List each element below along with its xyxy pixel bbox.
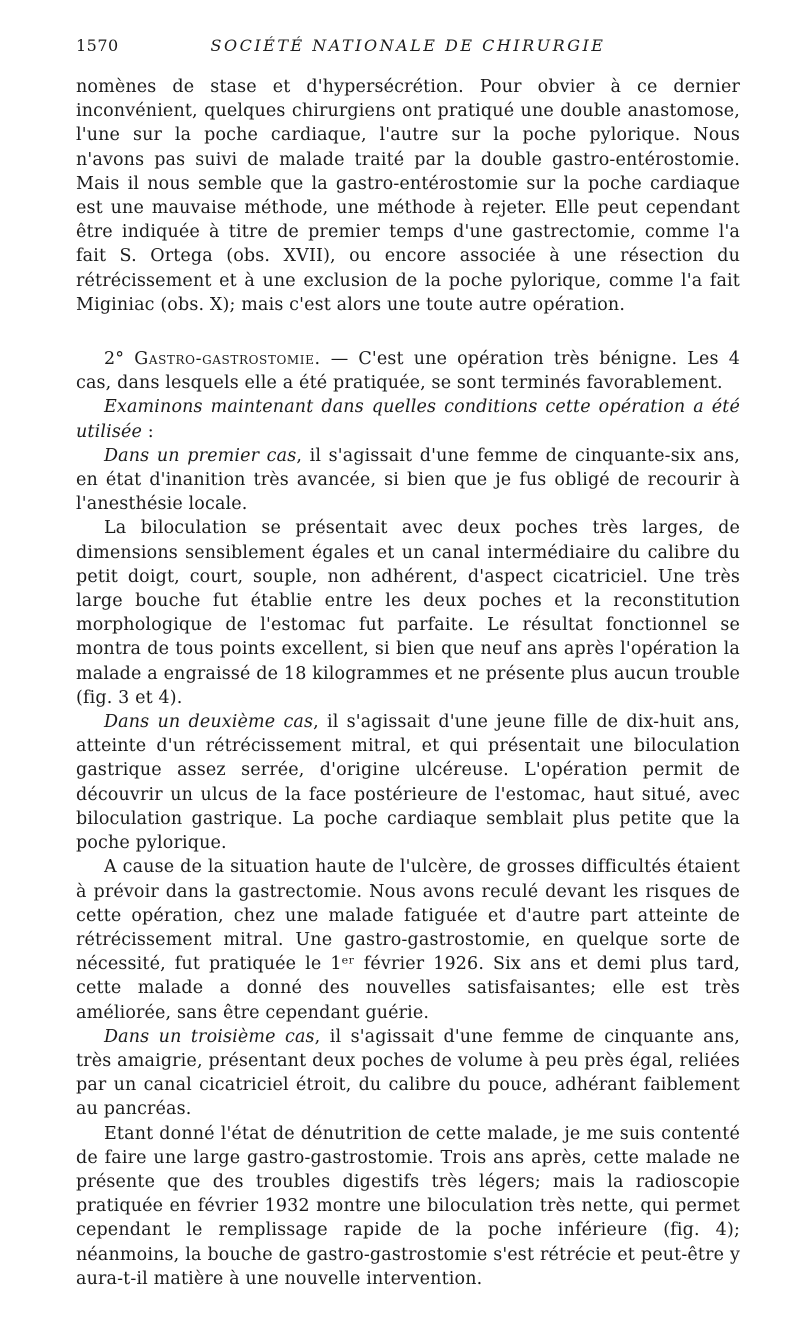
paragraph-continuation: nomènes de stase et d'hypersécrétion. Pour obvier à ce dernier inconvénient, quelques chirurgiens ont pratiqué une double anastomose, l'une sur la poche cardiaque, l'autre sur la poche pylorique. Nous n'avons pas suivi de malade traité par la double gastro-entérostomie. Mais il nous semble que la gastro-entérostomie sur la poche cardiaque est une mauvaise méthode, une méthode à rejeter. Elle peut cependant être indiquée à titre de premier temps d'une gastrectomie, comme l'a fait S. Ortega (obs. XVII), ou encore associée à une résection du rétrécissement et à une exclusion de la poche pylorique, comme l'a fait Miginiac (obs. X); mais c'est alors une toute autre opération. <box>76 77 740 315</box>
paragraph-section-heading <box>76 347 740 395</box>
page-header <box>76 36 740 60</box>
paragraph-text: , il s'agissait d'une femme de cinquante ans, très amaigrie, présentant deux poches de volume à peu près égal, reliées par un canal cicatriciel étroit, du calibre du pouce, adhérant faiblement au pancréas. <box>76 1026 741 1120</box>
section-number: 2° <box>104 349 135 370</box>
page-number: 1570 <box>76 36 119 55</box>
italic-lead: Dans un troisième cas <box>104 1026 315 1047</box>
paragraph-case-2 <box>76 710 740 855</box>
paragraph-intro <box>76 395 740 443</box>
paragraph-case-3-detail: Etant donné l'état de dénutrition de cette malade, je me suis contenté de faire une large gastro-gastrostomie. Trois ans après, cette malade ne présente que des troubles digestifs très légers; mais la radioscopie pratiquée en février 1932 montre une biloculation très nette, qui permet cependant le remplissage rapide de la poche inférieure (fig. 4); néanmoins, la bouche de gastro-gastrostomie s'est rétrécie et peut-être y aura-t-il matière à une nouvelle intervention. <box>76 1123 740 1289</box>
paragraph-text: , il s'agissait d'une femme de cinquante-six ans, en état d'inanition très avancée, si bien que je fus obligé de recourir à l'anesthésie locale. <box>76 445 740 515</box>
paragraph-case-1 <box>76 444 740 517</box>
paragraph-case-1-detail: La biloculation se présentait avec deux poches très larges, de dimensions sensiblement égales et un canal intermédiaire du calibre du petit doigt, court, souple, non adhérent, d'aspect cicatriciel. Une très large bouche fut établie entre les deux poches et la reconstitution morphologique de l'estomac fut parfaite. Le résultat fonctionnel se montra de tous points excellent, si bien que neuf ans après l'opération la malade a engraissé de 18 kilogrammes et ne présente plus aucun trouble (fig. 3 et 4). <box>76 518 740 708</box>
paragraph-text: , il s'agissait d'une jeune fille de dix-huit ans, atteinte d'un rétrécissement mitral, et qui présentait une biloculation gastrique assez serrée, d'origine ulcéreuse. L'opération permit de découvrir un ulcus de la face postérieure de l'estomac, haut situé, avec biloculation gastrique. La poche cardiaque semblait plus petite que la poche pylorique. <box>76 712 741 854</box>
section-text: — C'est une opération très bénigne. Les 4 cas, dans lesquels elle a été pratiquée, se sont terminés favorablement. <box>76 349 740 394</box>
paragraph-case-3 <box>76 1025 740 1122</box>
paragraph-case-2-detail: A cause de la situation haute de l'ulcère, de grosses difficultés étaient à prévoir dans la gastrectomie. Nous avons reculé devant les risques de cette opération, chez une malade fatiguée et d'autre part atteinte de rétrécissement mitral. Une gastro-gastrostomie, en quelque sorte de nécessité, fut pratiquée le 1ᵉʳ février 1926. Six ans et demi plus tard, cette malade a donné des nouvelles satisfaisantes; elle est très améliorée, sans être cependant guérie. <box>76 857 740 1023</box>
running-head: SOCIÉTÉ NATIONALE DE CHIRURGIE <box>210 36 606 55</box>
body-text <box>76 75 740 1291</box>
italic-lead: Dans un deuxième cas <box>104 712 314 733</box>
italic-lead: Examinons maintenant dans quelles conditions cette opération a été utilisée <box>76 397 740 442</box>
paragraph-text: : <box>142 421 154 442</box>
italic-lead: Dans un premier cas <box>104 445 297 466</box>
section-title: Gastro-gastrostomie. <box>134 349 321 370</box>
